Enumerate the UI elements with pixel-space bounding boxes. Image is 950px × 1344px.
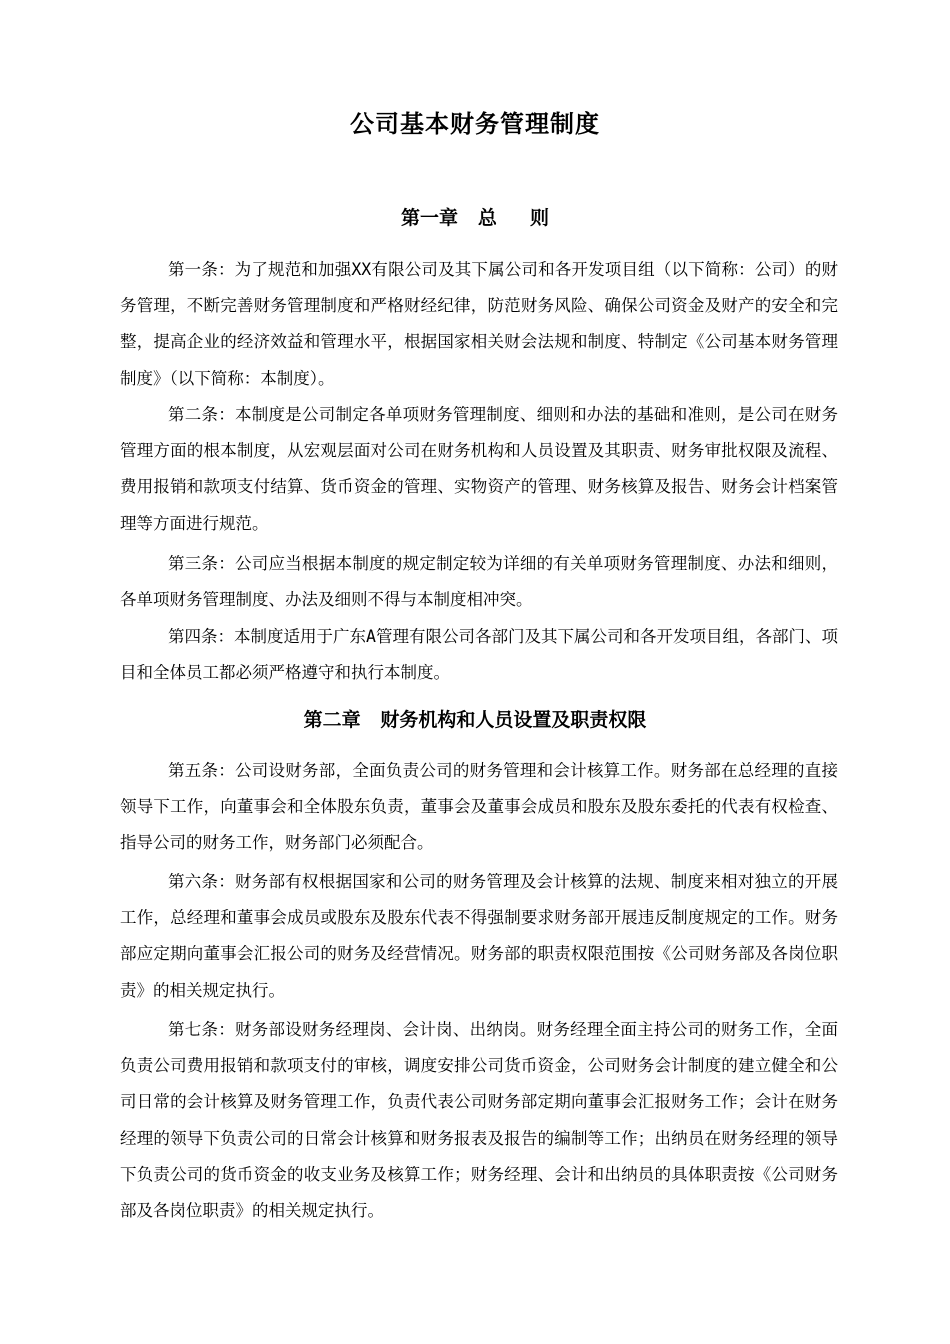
article-6: 第六条：财务部有权根据国家和公司的财务管理及会计核算的法规、制度来相对独立的开展工作，总经理和董事会成员或股东及股东代表不得强制要求财务部开展违反制度规定的工作。财务部应定期向董事会汇报公司的财务及经营情况。财务部的职责权限范围按《公司财务部及各岗位职责》的相关规定执行。: [120, 872, 838, 1000]
article-2: 第二条：本制度是公司制定各单项财务管理制度、细则和办法的基础和准则，是公司在财务管理方面的根本制度，从宏观层面对公司在财务机构和人员设置及其职责、财务审批权限及流程、费用报销和款项支付结算、货币资金的管理、实物资产的管理、财务核算及报告、财务会计档案管理等方面进行规范。: [120, 405, 838, 533]
article-7: 第七条：财务部设财务经理岗、会计岗、出纳岗。财务经理全面主持公司的财务工作，全面负责公司费用报销和款项支付的审核，调度安排公司货币资金，公司财务会计制度的建立健全和公司日常的会计核算及财务管理工作，负责代表公司财务部定期向董事会汇报财务工作；会计在财务经理的领导下负责公司的日常会计核算和财务报表及报告的编制等工作；出纳员在财务经理的领导下负责公司的货币资金的收支业务及核算工作；财务经理、会计和出纳员的具体职责按《公司财务部及各岗位职责》的相关规定执行。: [120, 1020, 838, 1221]
chapter-2-heading: 第二章 财务机构和人员设置及职责权限: [303, 709, 647, 731]
article-5: 第五条：公司设财务部，全面负责公司的财务管理和会计核算工作。财务部在总经理的直接领导下工作，向董事会和全体股东负责，董事会及董事会成员和股东及股东委托的代表有权检查、指导公司的财务工作，财务部门必须配合。: [120, 761, 838, 853]
document-title: 公司基本财务管理制度: [350, 110, 600, 138]
chapter-1-heading: 第一章 总 则: [401, 207, 549, 229]
article-1: 第一条：为了规范和加强XX有限公司及其下属公司和各开发项目组（以下简称：公司）的财务管理，不断完善财务管理制度和严格财经纪律，防范财务风险、确保公司资金及财产的安全和完整，提高企业的经济效益和管理水平，根据国家相关财会法规和制度、特制定《公司基本财务管理制度》（以下简称：本制度）。: [120, 260, 838, 388]
article-4: 第四条：本制度适用于广东A管理有限公司各部门及其下属公司和各开发项目组，各部门、项目和全体员工都必须严格遵守和执行本制度。: [120, 627, 838, 683]
article-3: 第三条：公司应当根据本制度的规定制定较为详细的有关单项财务管理制度、办法和细则，各单项财务管理制度、办法及细则不得与本制度相冲突。: [120, 554, 838, 610]
